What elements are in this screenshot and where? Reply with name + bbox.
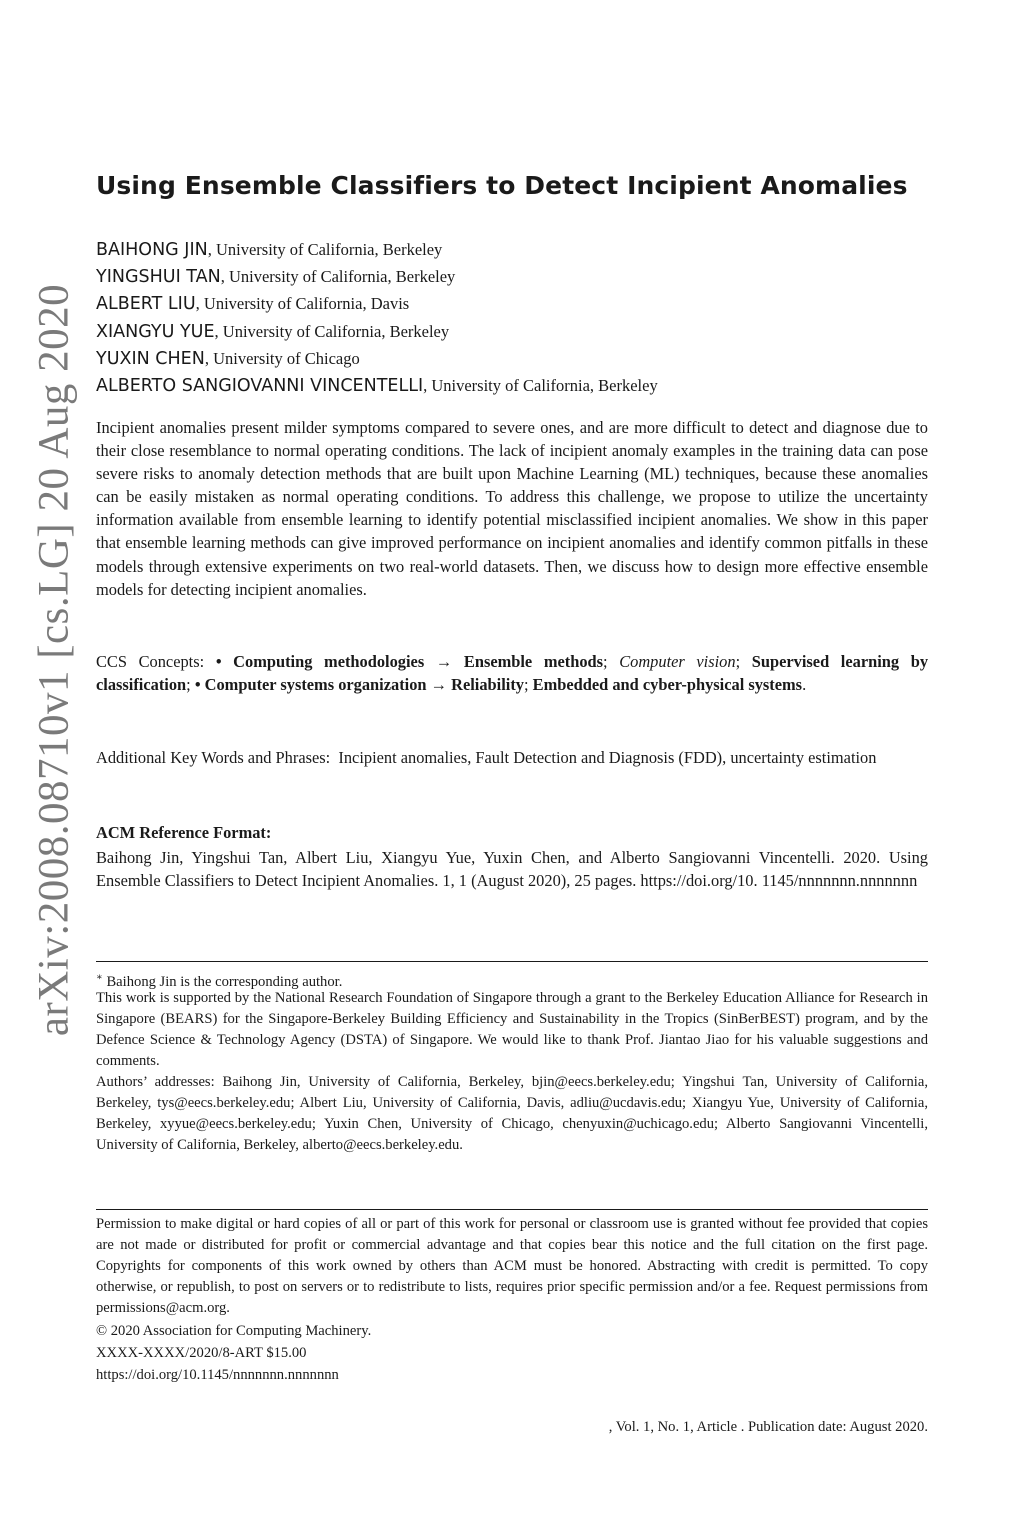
ccs-bullet: • Computing methodologies: [215, 652, 425, 671]
author-name: ALBERTO SANGIOVANNI VINCENTELLI: [96, 375, 424, 396]
ccs-item: Computer vision: [619, 652, 736, 671]
permission-notice: Permission to make digital or hard copies of all or part of this work for personal or classroom use is granted without fee provided that copies are not made or distributed for profit or commercial advantage and that copies bear this notice and the full citation on the first page. Copyrights for components of this work owned by others than ACM must be honored. Abstracting with credit is permitted. To copy otherwise, or republish, to post on servers or to redistribute to lists, requires prior specific permission and/or a fee. Request permissions from permissions@acm.org.: [96, 1216, 928, 1316]
ccs-item: Reliability: [451, 675, 524, 695]
author-affiliation: University of California, Berkeley: [228, 267, 456, 287]
keywords: [96, 746, 928, 770]
author-name: YUXIN CHEN: [96, 348, 205, 369]
ccs-concepts: CCS Concepts: • Computing methodologies → Ensemble methods; Computer vision; Supervised learning by classification; • Computer systems organization → Reliability; Embedded and cyber-physical systems.: [96, 652, 929, 695]
ccs-bullet: • Computer systems organization: [194, 675, 427, 695]
footnote-funding: This work is supported by the National Research Foundation of Singapore through a grant to the Berkeley Education Alliance for Research in Singapore (BEARS) for the Singapore-Berkeley Building Efficiency and Sustainability in the Tropics (SinBerBEST) program, and by the Defence Science & Technology Agency (DSTA) of Singapore. We would like to thank Prof. Jiantao Jiao for his valuable suggestions and comments.: [96, 990, 928, 1069]
author-entry: XIANGYU YUE, University of California, Berkeley: [96, 321, 450, 342]
acm-reference-label: ACM Reference Format:: [96, 823, 272, 842]
ccs-item: Ensemble methods: [463, 652, 604, 671]
footnote-addresses: Authors’ addresses: Baihong Jin, University of California, Berkeley, bjin@eecs.berkeley.edu; Yingshui Tan, University of California, Berkeley, tys@eecs.berkeley.edu; Albert Liu, University of California, Davis, adliu@ucdavis.edu; Xiangyu Yue, University of California, Berkeley, xyyue@eecs.berkeley.edu; Yuxin Chen, University of Chicago, chenyuxin@uchicago.edu; Alberto Sangiovanni Vincentelli, University of California, Berkeley, alberto@eecs.berkeley.edu.: [96, 1074, 928, 1153]
author-affiliation: University of California, Berkeley: [215, 240, 443, 259]
arxiv-stamp: arXiv:2008.08710v1 [cs.LG] 20 Aug 2020: [30, 283, 78, 1037]
ccs-arrow: →: [430, 675, 448, 695]
author-entry: YUXIN CHEN, University of Chicago: [96, 348, 360, 369]
ccs-item: Embedded and cyber-physical systems: [532, 675, 803, 695]
ccs-arrow: →: [435, 652, 453, 671]
footnote-mark: ∗: [96, 972, 103, 983]
abstract: Incipient anomalies present milder symptoms compared to severe ones, and are more difficult to detect and diagnose due to their close resemblance to normal operating conditions. The lack of incipient anomaly examples in the training data can pose severe risks to anomaly detection methods that are built upon Machine Learning (ML) techniques, because these anomalies can be easily mistaken as normal operating conditions. To address this challenge, we propose to utilize the uncertainty information available from ensemble learning to identify potential misclassified incipient anomalies. We show in this paper that ensemble learning methods can give improved performance on incipient anomalies and identify common pitfalls in these models through extensive experiments on two real-world datasets. Then, we discuss how to design more effective ensemble models for detecting incipient anomalies.: [96, 418, 928, 599]
author-affiliation: University of California, Berkeley: [222, 321, 450, 341]
isbn-line: XXXX-XXXX/2020/8-ART $15.00: [96, 1345, 307, 1361]
author-affiliation: University of Chicago: [213, 348, 360, 368]
keywords-label: Additional Key Words and Phrases:: [96, 748, 331, 767]
author-affiliation: University of California, Davis: [203, 294, 410, 314]
page-footer: , Vol. 1, No. 1, Article . Publication date: August 2020.: [608, 1419, 928, 1435]
author-name: ALBERT LIU: [96, 294, 196, 315]
author-name: BAIHONG JIN: [96, 240, 208, 260]
footnote-corresponding: ∗ Baihong Jin is the corresponding author.: [96, 972, 343, 990]
copyright-line: © 2020 Association for Computing Machinery.: [96, 1323, 372, 1339]
acm-reference-text: Baihong Jin, Yingshui Tan, Albert Liu, Xiangyu Yue, Yuxin Chen, and Alberto Sangiovanni Vincentelli. 2020. Using Ensemble Classifiers to Detect Incipient Anomalies. 1, 1 (August 2020), 25 pages. https://doi.org/10. 1145/nnnnnnn.nnnnnnn: [96, 848, 928, 890]
permission-divider: [96, 1209, 928, 1210]
author-name: YINGSHUI TAN: [96, 267, 221, 288]
author-entry: ALBERTO SANGIOVANNI VINCENTELLI, University of California, Berkeley: [96, 375, 658, 396]
ccs-item: Supervised learning by classification: [96, 652, 929, 695]
keywords-text: Incipient anomalies, Fault Detection and Diagnosis (FDD), uncertainty estimation: [338, 748, 877, 767]
author-entry: ALBERT LIU, University of California, Davis: [96, 294, 410, 315]
author-affiliation: University of California, Berkeley: [431, 375, 658, 395]
ccs-label: CCS Concepts:: [96, 652, 205, 671]
paper-title: Using Ensemble Classifiers to Detect Incipient Anomalies: [96, 171, 908, 200]
author-entry: BAIHONG JIN, University of California, Berkeley: [96, 240, 443, 260]
author-name: XIANGYU YUE: [96, 321, 215, 342]
footnote-divider: [96, 961, 928, 962]
doi-line: https://doi.org/10.1145/nnnnnnn.nnnnnnn: [96, 1367, 339, 1383]
author-entry: YINGSHUI TAN, University of California, Berkeley: [96, 267, 456, 288]
author-list: [96, 240, 936, 403]
